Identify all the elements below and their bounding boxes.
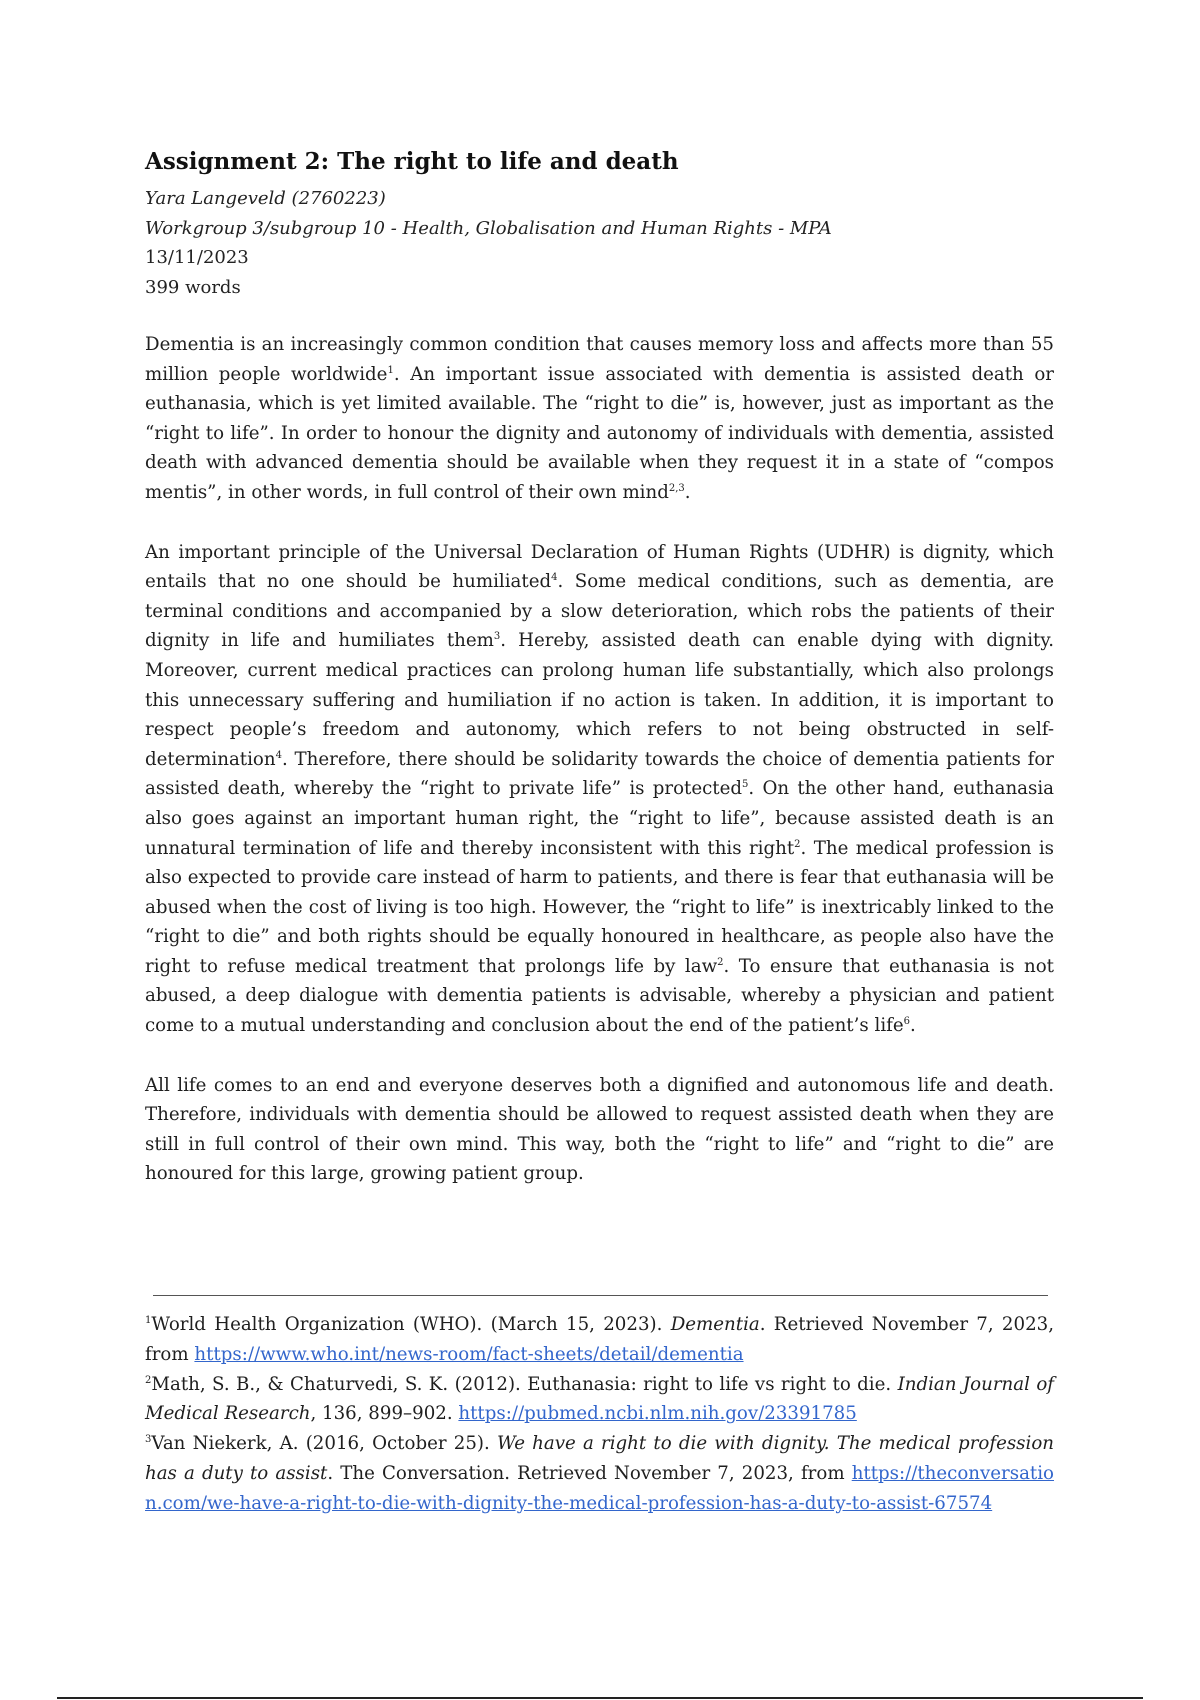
footnote-separator — [153, 1295, 1048, 1296]
footnote-ref[interactable]: 1 — [387, 364, 394, 376]
footnote-2 — [145, 1370, 1054, 1430]
footnote-number: 2 — [145, 1374, 152, 1386]
document-title: Assignment 2: The right to life and death — [145, 148, 679, 175]
footnote-3 — [145, 1429, 1054, 1518]
footnote-text: . Retrieved November 7, 2023, from — [145, 1314, 1055, 1365]
footnote-italic: We have a right to die with dignity. The medical profession has a duty to assist — [145, 1433, 1054, 1484]
footnote-text: , 136, 899–902. — [310, 1403, 459, 1425]
paragraph-text: Dementia is an increasingly common condition that causes memory loss and affects more than 55 million people worldwide — [145, 334, 1054, 385]
footnote-ref[interactable]: 2,3 — [668, 482, 685, 494]
footnote-text: Math, S. B., & Chaturvedi, S. K. (2012). Euthanasia: right to life vs right to die. — [151, 1373, 898, 1395]
paragraph-1 — [145, 330, 1054, 508]
date-line: 13/11/2023 — [145, 247, 249, 268]
author-line: Yara Langeveld (2760223) — [145, 188, 386, 209]
footnote-link[interactable]: https://theconversation.com/we-have-a-right-to-die-with-dignity-the-medical-profession-has-a-duty-to-assist-67574 — [145, 1462, 1054, 1514]
course-line: Workgroup 3/subgroup 10 - Health, Globalisation and Human Rights - MPA — [145, 217, 832, 239]
paragraph-text: . The medical profession is also expected to provide care instead of harm to patients, and there is fear that euthanasia will be abused when the cost of living is too high. However, the “right to life” is inextricably linked to the “right to die” and both rights should be equally honoured in healthcare, as people also have the right to refuse medical treatment that prolongs life by law — [145, 837, 1054, 977]
footnote-ref[interactable]: 4 — [275, 749, 282, 761]
footnote-number: 1 — [145, 1314, 152, 1326]
paragraph-text: . Some medical conditions, such as dementia, are terminal conditions and accompanied by a slow deterioration, which robs the patients of their dignity in life and humiliates them — [145, 571, 1054, 652]
word-count-line: 399 words — [145, 276, 241, 298]
footnote-1 — [145, 1310, 1054, 1370]
paragraph-text: An important principle of the Universal Declaration of Human Rights (UDHR) is dignity, which entails that no one should be humiliated — [145, 541, 1054, 593]
footnote-number: 3 — [145, 1434, 152, 1446]
paragraph-text: . On the other hand, euthanasia also goes against an important human right, the “right to life”, because assisted death is an unnatural termination of life and thereby inconsistent with this right — [145, 778, 1054, 859]
footnote-ref[interactable]: 4 — [551, 572, 558, 584]
footnote-text: . The Conversation. Retrieved November 7, 2023, from — [327, 1462, 852, 1484]
document-meta — [145, 184, 1054, 302]
paragraph-text: . Therefore, there should be solidarity towards the choice of dementia patients for assisted death, whereby the “right to private life” is protected — [145, 748, 1054, 800]
footnote-italic: Dementia — [670, 1314, 760, 1335]
footnotes — [145, 1310, 1054, 1519]
footnote-ref[interactable]: 2 — [794, 838, 801, 850]
footnote-ref[interactable]: 6 — [903, 1016, 911, 1027]
paragraph-text: . Hereby, assisted death can enable dying with dignity. Moreover, current medical practices can prolong human life substantially, which also prolongs this unnecessary suffering and humiliation if no action is taken. In addition, it is important to respect people’s freedom and autonomy, which refers to not being obstructed in self-determination — [145, 630, 1054, 770]
footnote-ref[interactable]: 2 — [717, 956, 724, 968]
paragraph-text: . — [684, 481, 691, 503]
footnote-italic: Indian Journal of Medical Research — [145, 1373, 1054, 1425]
footnote-link[interactable]: https://pubmed.ncbi.nlm.nih.gov/23391785 — [458, 1403, 857, 1425]
footnote-ref[interactable]: 5 — [742, 779, 749, 791]
footnote-text: World Health Organization (WHO). (March 15, 2023). — [151, 1314, 671, 1335]
paragraph-text: . An important issue associated with dementia is assisted death or euthanasia, which is yet limited available. The “right to die” is, however, just as important as the “right to life”. In order to honour the dignity and autonomy of individuals with dementia, assisted death with advanced dementia should be available when they request it in a state of “compos mentis”, in other words, in full control of their own mind — [145, 363, 1054, 503]
footnote-text: Van Niekerk, A. (2016, October 25). — [151, 1433, 497, 1455]
paragraph-text: All life comes to an end and everyone deserves both a dignified and autonomous life and death. Therefore, individuals with dementia should be allowed to request assisted death when they are still in full control of their own mind. This way, both the “right to life” and “right to die” are honoured for this large, growing patient group. — [145, 1074, 1054, 1185]
paragraph-text: . To ensure that euthanasia is not abused, a deep dialogue with dementia patients is advisable, whereby a physician and patient come to a mutual understanding and conclusion about the end of the patient’s life — [145, 955, 1054, 1037]
paragraph-text: . — [910, 1015, 916, 1037]
footnote-link[interactable]: https://www.who.int/news-room/fact-sheets/detail/dementia — [194, 1343, 744, 1365]
page-bottom-rule — [57, 1697, 1143, 1699]
paragraph-2 — [145, 538, 1054, 1041]
footnote-ref[interactable]: 3 — [493, 631, 501, 643]
paragraph-3 — [145, 1071, 1054, 1189]
document-body — [145, 140, 1054, 1219]
